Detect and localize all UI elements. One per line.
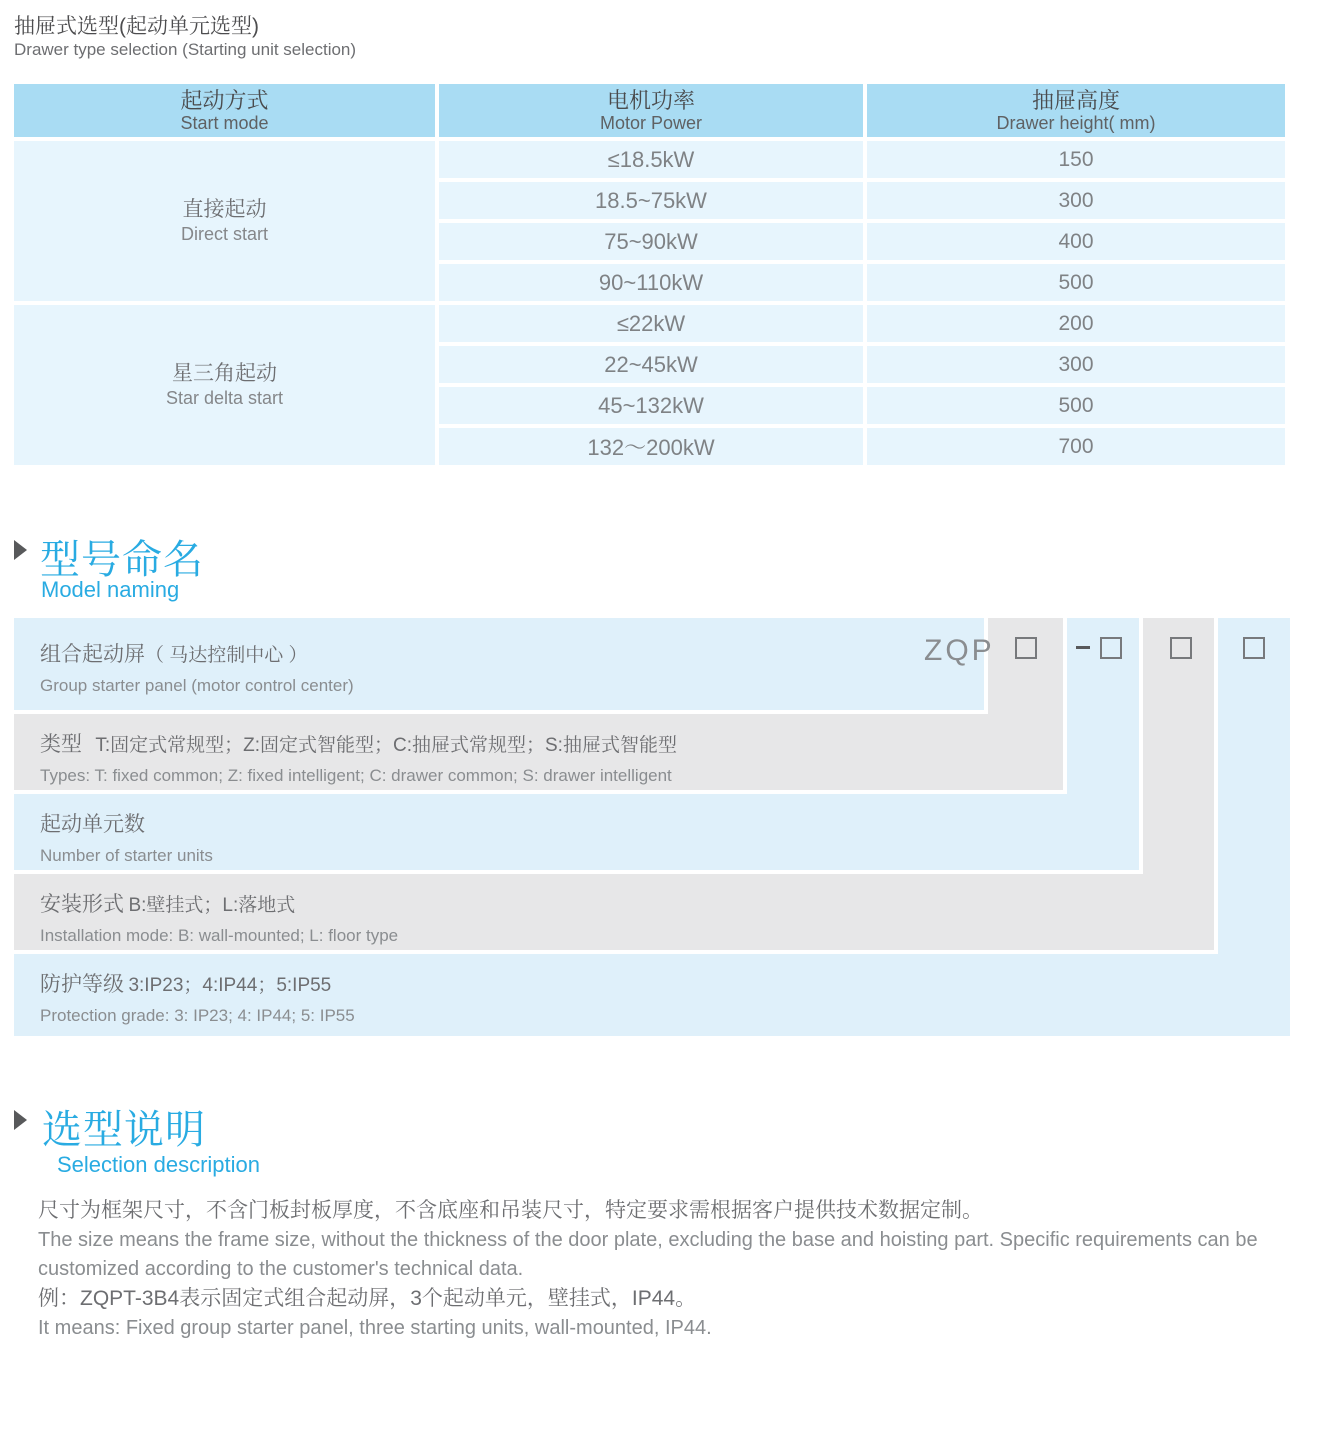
code-box-protection	[1243, 637, 1265, 659]
code-box-installation	[1170, 637, 1192, 659]
diagram-row-group-starter-panel: 组合起动屏（ 马达控制中心 ） Group starter panel (motor control center)	[14, 618, 984, 710]
selection-description-text	[38, 1196, 1258, 1343]
description-line: customized according to the customer's technical data.	[38, 1258, 524, 1280]
table-cell-power: 90~110kW	[439, 264, 863, 301]
page-title-en: Drawer type selection (Starting unit selection)	[14, 40, 357, 59]
start-mode-direct-cell: 直接起动 Direct start	[14, 141, 435, 301]
table-cell-height: 150	[867, 141, 1285, 178]
table-header-drawer-height: 抽屉高度 Drawer height( mm)	[867, 84, 1285, 137]
code-box-type	[1015, 637, 1037, 659]
table-cell-height: 500	[867, 264, 1285, 301]
table-header-start-mode: 起动方式 Start mode	[14, 84, 435, 137]
table-cell-power: 75~90kW	[439, 223, 863, 260]
table-header-motor-power: 电机功率 Motor Power	[439, 84, 863, 137]
table-cell-power: 132～200kW	[439, 428, 863, 465]
section-arrow-icon	[14, 1110, 27, 1130]
section-arrow-icon	[14, 540, 27, 560]
diagram-row-protection-grade: 防护等级 3:IP23；4:IP44；5:IP55 Protection grade: 3: IP23; 4: IP44; 5: IP55	[14, 954, 1290, 1036]
model-naming-diagram	[14, 618, 1290, 1036]
diagram-row-starter-units: 起动单元数 Number of starter units	[14, 794, 1139, 870]
table-cell-power: ≤18.5kW	[439, 141, 863, 178]
selection-description-heading-en: Selection description	[57, 1152, 261, 1177]
page-title-cn: 抽屉式选型(起动单元选型)	[14, 15, 259, 38]
diagram-row-installation-mode: 安装形式 B:壁挂式；L:落地式 Installation mode: B: wall-mounted; L: floor type	[14, 874, 1214, 950]
table-cell-height: 300	[867, 182, 1285, 219]
table-cell-height: 400	[867, 223, 1285, 260]
description-line: 例：ZQPT-3B4表示固定式组合起动屏，3个起动单元，壁挂式，IP44。	[38, 1287, 697, 1310]
table-cell-power: ≤22kW	[439, 305, 863, 342]
model-naming-heading-en: Model naming	[41, 577, 180, 602]
description-line: 尺寸为框架尺寸，不含门板封板厚度，不含底座和吊装尺寸，特定要求需根据客户提供技术数据定制。	[38, 1199, 983, 1222]
start-mode-star-delta-cell: 星三角起动 Star delta start	[14, 305, 435, 465]
model-prefix: ZQP	[924, 634, 995, 667]
table-cell-power: 45~132kW	[439, 387, 863, 424]
description-line: It means: Fixed group starter panel, three starting units, wall-mounted, IP44.	[38, 1317, 712, 1339]
diagram-row-types: 类型 T:固定式常规型；Z:固定式智能型；C:抽屉式常规型；S:抽屉式智能型 Types: T: fixed common; Z: fixed intelligent; C: drawer common; S: drawer intelligent	[14, 714, 1063, 790]
dash-separator	[1076, 646, 1090, 649]
selection-description-heading-cn: 选型说明	[42, 1108, 206, 1152]
model-naming-heading-cn: 型号命名	[40, 538, 204, 582]
table-cell-height: 700	[867, 428, 1285, 465]
code-box-units	[1100, 637, 1122, 659]
description-line: The size means the frame size, without the thickness of the door plate, excluding the base and hoisting part. Specific requirements can be	[38, 1229, 1258, 1251]
table-cell-power: 18.5~75kW	[439, 182, 863, 219]
drawer-selection-table	[14, 84, 1285, 465]
table-cell-height: 300	[867, 346, 1285, 383]
table-cell-height: 500	[867, 387, 1285, 424]
table-cell-height: 200	[867, 305, 1285, 342]
table-cell-power: 22~45kW	[439, 346, 863, 383]
